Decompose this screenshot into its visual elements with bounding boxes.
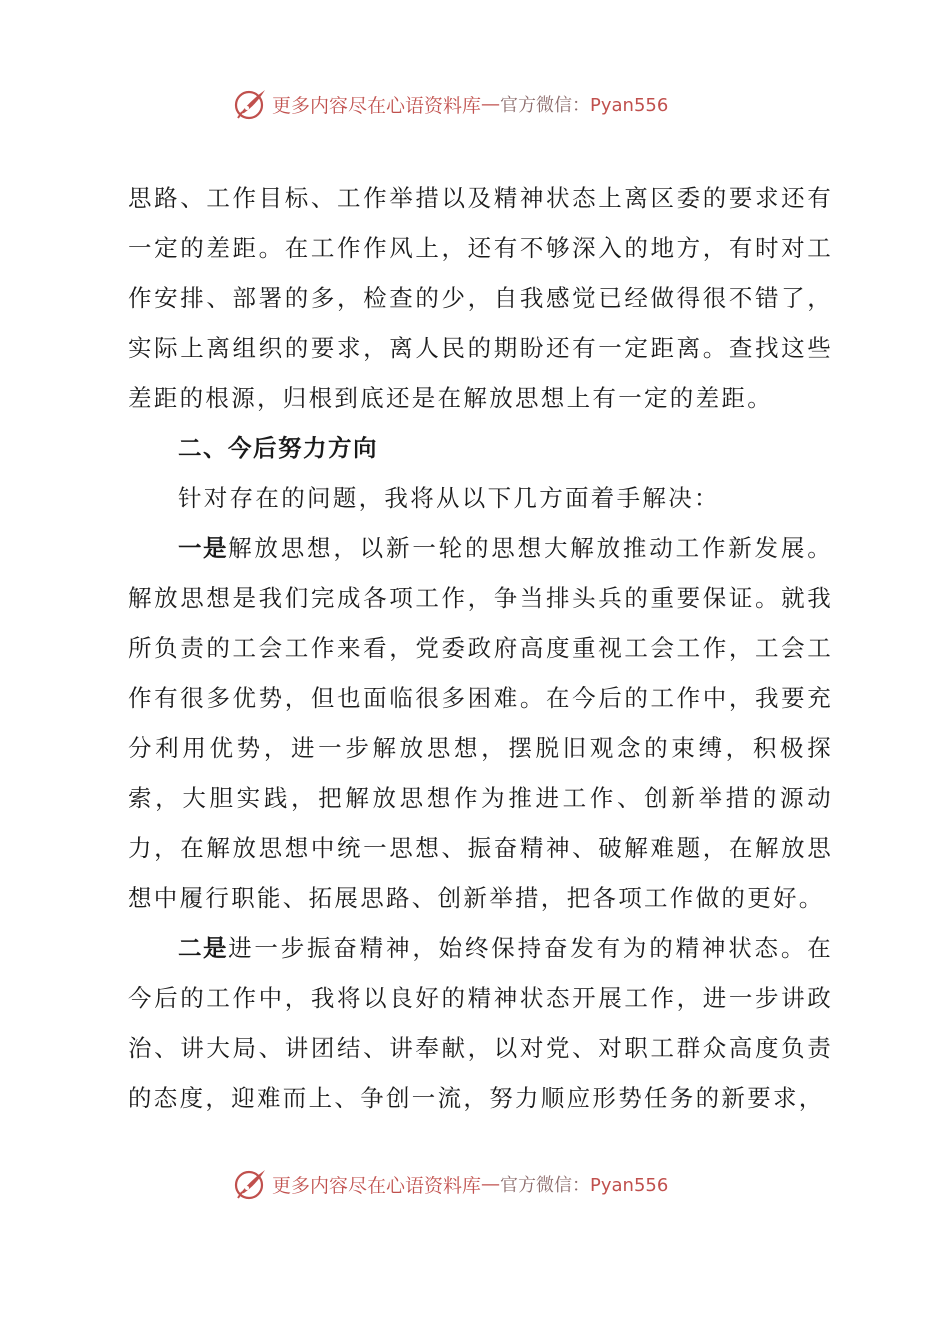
footer-watermark: [232, 1166, 668, 1202]
paragraph-continuation: 思路、工作目标、工作举措以及精神状态上离区委的要求还有一定的差距。在工作作风上，还有不够深入的地方，有时对工作安排、部署的多，检查的少，自我感觉已经做得很不错了，实际上离组织的要求，离人民的期盼还有一定距离。查找这些差距的根源，归根到底还是在解放思想上有一定的差距。: [128, 184, 833, 412]
watermark-wechat-id: Pyan556: [590, 95, 669, 116]
watermark-wechat: [500, 91, 668, 117]
quill-pen-logo-icon: [232, 1166, 268, 1202]
item-one-paragraph: [128, 523, 833, 923]
watermark-wechat-id: Pyan556: [590, 1175, 669, 1196]
watermark-wechat-label: 官方微信：: [500, 1175, 591, 1196]
watermark-separator: —: [481, 93, 501, 115]
watermark-wechat: [500, 1171, 668, 1197]
item-two-lead: 二是: [178, 934, 229, 962]
item-one-lead: 一是: [178, 534, 229, 562]
watermark-wechat-label: 官方微信：: [500, 95, 591, 116]
item-two-text: 进一步振奋精神，始终保持奋发有为的精神状态。在今后的工作中，我将以良好的精神状态开展工作，进一步讲政治、讲大局、讲团结、讲奉献，以对党、对职工群众高度负责的态度，迎难而上、争创一流，努力顺应形势任务的新要求，: [128, 934, 834, 1112]
section-heading: 二、今后努力方向: [178, 434, 378, 462]
watermark-title: 更多内容尽在心语资料库: [272, 94, 482, 117]
document-body: [128, 173, 833, 1123]
watermark-separator: —: [481, 1173, 501, 1195]
item-two-paragraph: [128, 923, 833, 1123]
header-watermark: [232, 86, 668, 122]
watermark-title: 更多内容尽在心语资料库: [272, 1174, 482, 1197]
quill-pen-logo-icon: [232, 86, 268, 122]
intro-paragraph: 针对存在的问题，我将从以下几方面着手解决：: [178, 484, 720, 512]
item-one-text: 解放思想，以新一轮的思想大解放推动工作新发展。解放思想是我们完成各项工作，争当排头兵的重要保证。就我所负责的工会工作来看，党委政府高度重视工会工作，工会工作有很多优势，但也面临很多困难。在今后的工作中，我要充分利用优势，进一步解放思想，摆脱旧观念的束缚，积极探索，大胆实践，把解放思想作为推进工作、创新举措的源动力，在解放思想中统一思想、振奋精神、破解难题，在解放思想中履行职能、拓展思路、创新举措，把各项工作做的更好。: [128, 534, 834, 912]
